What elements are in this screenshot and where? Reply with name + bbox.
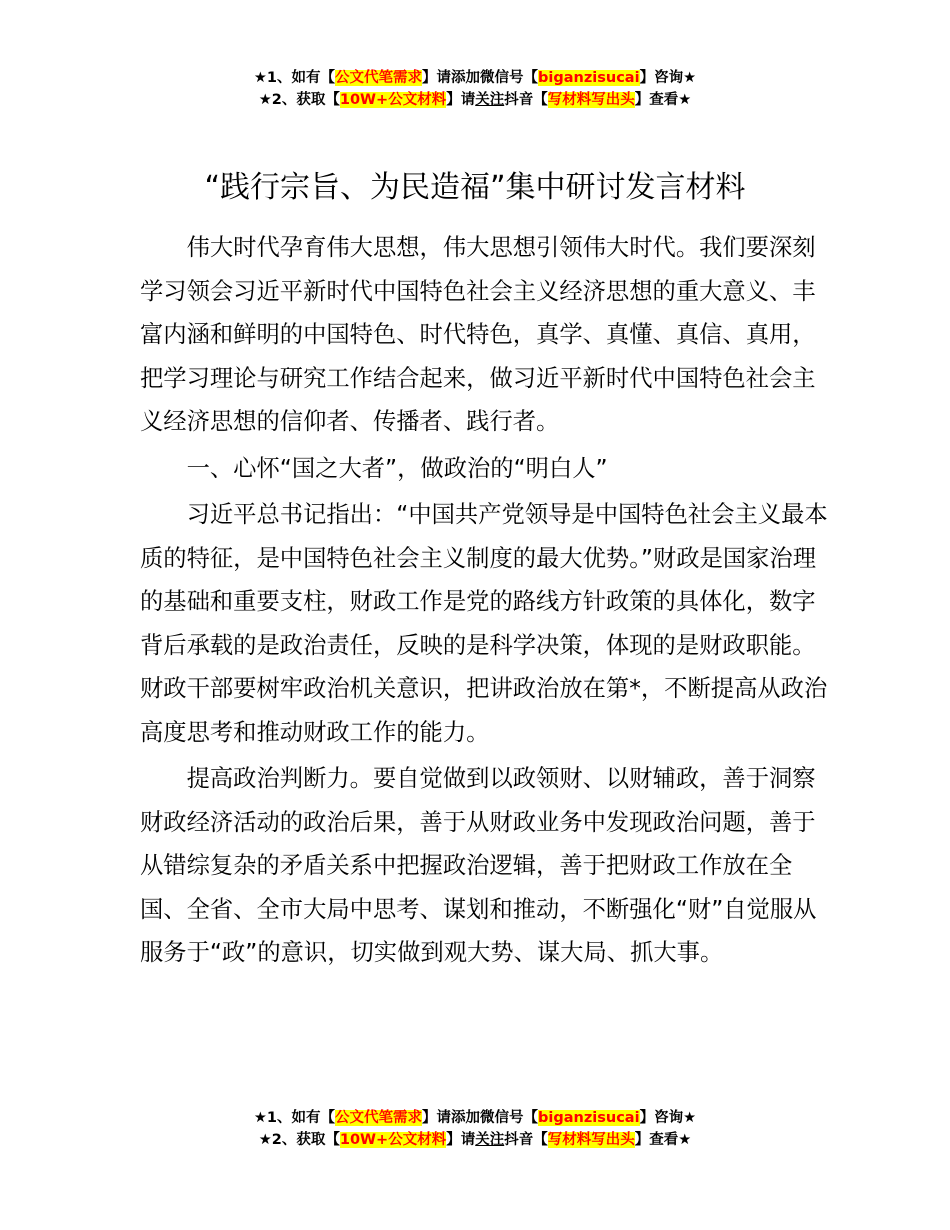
footer-line-1-prefix: ★1、如有【: [253, 1110, 336, 1126]
footer-line-2-highlight-materials: 10W+公文材料: [339, 1132, 447, 1148]
header-line-1-suffix: 】咨询★: [639, 70, 697, 86]
header-line-2-suffix: 】查看★: [634, 92, 692, 108]
header-line-2: [0, 89, 950, 111]
header-line-2-middle-b: 抖音【: [504, 92, 548, 108]
header-line-1-highlight-service: 公文代笔需求: [335, 70, 423, 86]
document-body: [140, 226, 830, 975]
footer-line-2-prefix: ★2、获取【: [258, 1132, 340, 1148]
header-line-2-prefix: ★2、获取【: [258, 92, 340, 108]
paragraph-quote: 习近平总书记指出：“中国共产党领导是中国特色社会主义最本质的特征，是中国特色社会主义制度的最大优势。”财政是国家治理的基础和重要支柱，财政工作是党的路线方针政策的具体化，数字背后承载的是政治责任，反映的是科学决策，体现的是财政职能。财政干部要树牢政治机关意识，把讲政治放在第*，不断提高从政治高度思考和推动财政工作的能力。: [140, 501, 828, 746]
footer-line-1-middle: 】请添加微信号【: [422, 1110, 539, 1126]
footer-line-2-underlined: 关注: [475, 1132, 505, 1148]
header-line-1-highlight-wechat: biganzisucai: [538, 70, 640, 86]
header-line-2-underlined: 关注: [475, 92, 505, 108]
footer-line-2-middle-b: 抖音【: [504, 1132, 548, 1148]
header-line-1: [0, 67, 950, 89]
header-line-1-prefix: ★1、如有【: [253, 70, 336, 86]
paragraph-intro: 伟大时代孕育伟大思想，伟大思想引领伟大时代。我们要深刻学习领会习近平新时代中国特色社会主义经济思想的重大意义、丰富内涵和鲜明的中国特色、时代特色，真学、真懂、真信、真用，把学习理论与研究工作结合起来，做习近平新时代中国特色社会主义经济思想的信仰者、传播者、践行者。: [140, 234, 816, 435]
footer-line-2-suffix: 】查看★: [634, 1132, 692, 1148]
paragraph-political-judgment: 提高政治判断力。要自觉做到以政领财、以财辅政，善于洞察财政经济活动的政治后果，善于从财政业务中发现政治问题，善于从错综复杂的矛盾关系中把握政治逻辑，善于把财政工作放在全国、全省、全市大局中思考、谋划和推动，不断强化“财”自觉服从服务于“政”的意识，切实做到观大势、谋大局、抓大事。: [140, 765, 817, 966]
section-heading-1: 一、心怀“国之大者”，做政治的“明白人”: [186, 454, 608, 482]
header-line-1-middle: 】请添加微信号【: [422, 70, 539, 86]
footer-line-2-highlight-account: 写材料写出头: [547, 1132, 635, 1148]
document-title: “践行宗旨、为民造福”集中研讨发言材料: [204, 170, 746, 205]
footer-line-1: [0, 1107, 950, 1129]
header-line-2-highlight-account: 写材料写出头: [547, 92, 635, 108]
footer-line-1-suffix: 】咨询★: [639, 1110, 697, 1126]
footer-line-2-middle-a: 】请: [446, 1132, 476, 1148]
header-banner: [0, 67, 950, 111]
header-line-2-middle-a: 】请: [446, 92, 476, 108]
footer-banner: [0, 1107, 950, 1151]
footer-line-1-highlight-wechat: biganzisucai: [538, 1110, 640, 1126]
header-line-2-highlight-materials: 10W+公文材料: [339, 92, 447, 108]
footer-line-2: [0, 1129, 950, 1151]
footer-line-1-highlight-service: 公文代笔需求: [335, 1110, 423, 1126]
